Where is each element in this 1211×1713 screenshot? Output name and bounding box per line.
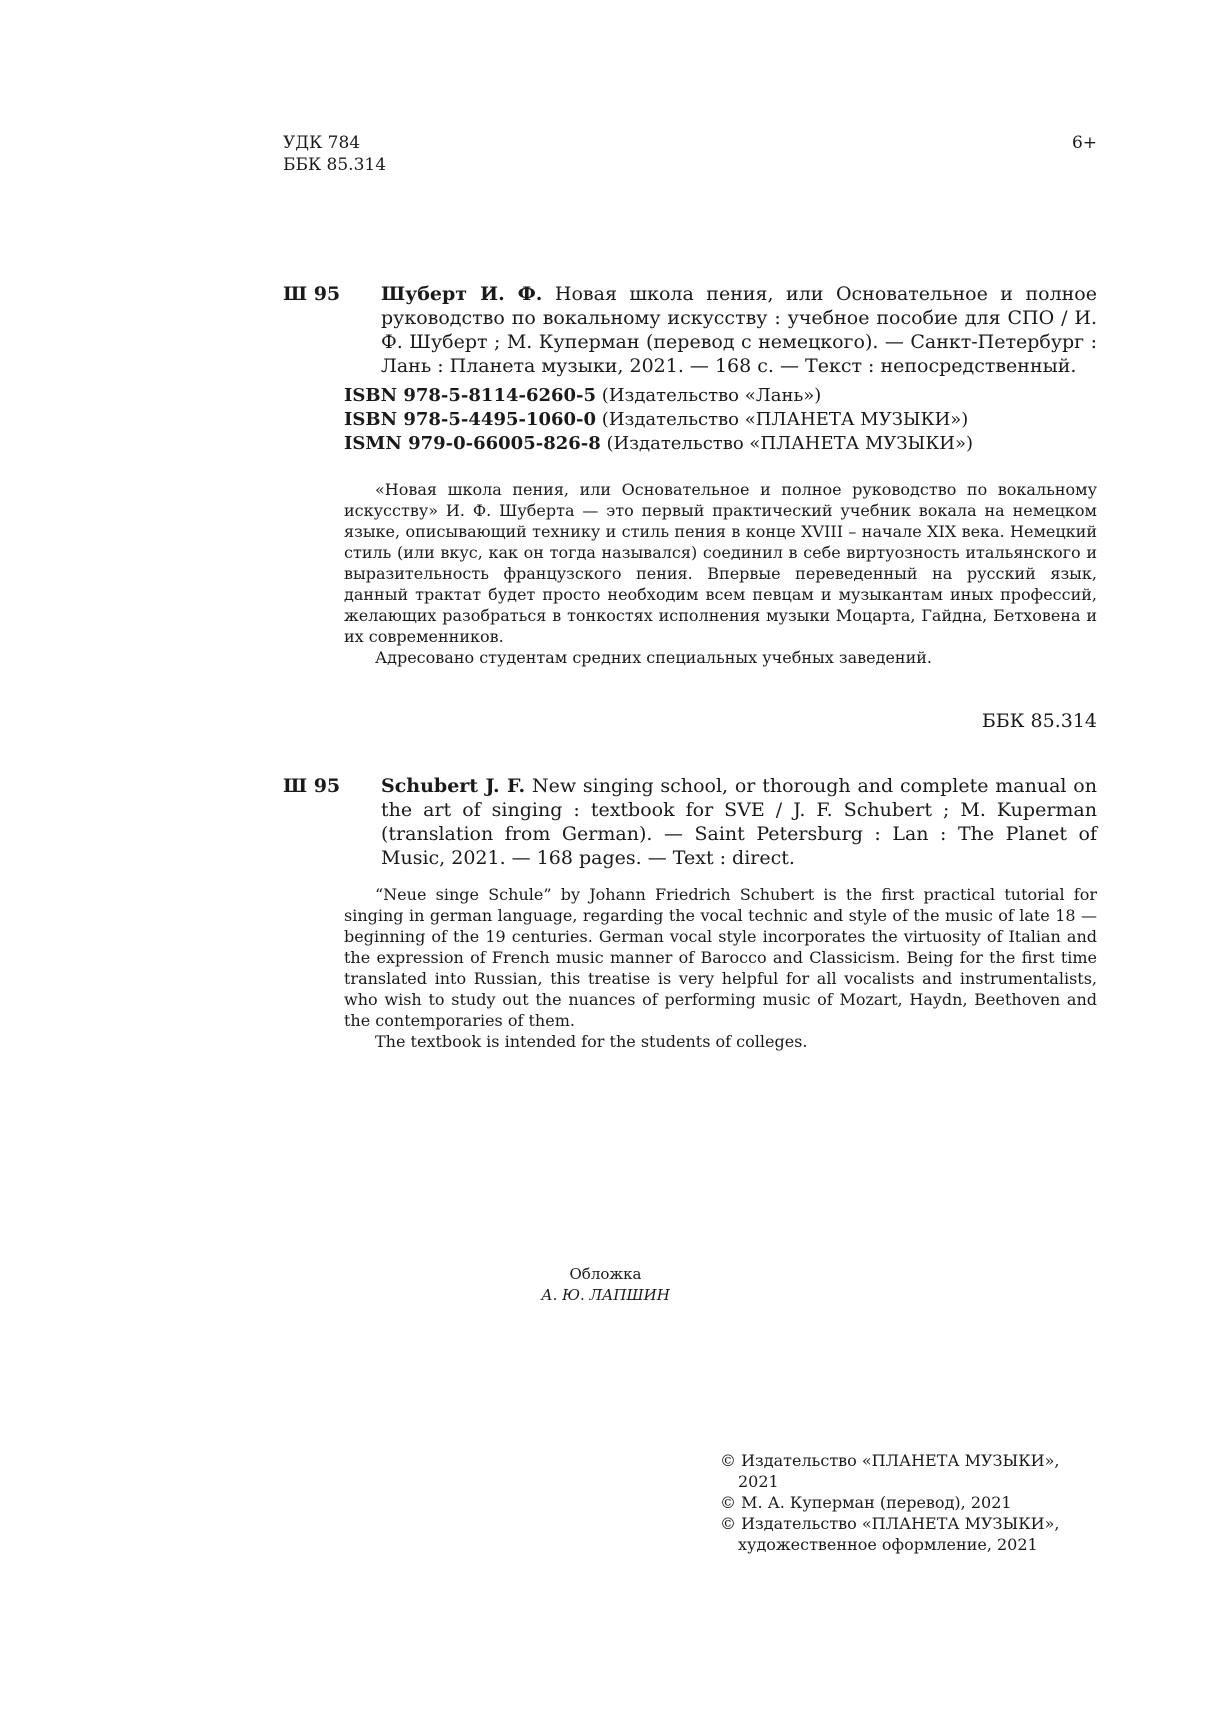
udk-code: УДК 784: [283, 133, 361, 153]
bbk-code: ББК 85.314: [283, 155, 387, 175]
cover-credit: [0, 1264, 1211, 1306]
ru-entry-code: Ш 95: [283, 283, 341, 305]
copyright-line: © Издательство «ПЛАНЕТА МУЗЫКИ», художественное оформление, 2021: [720, 1514, 1060, 1554]
ru-entry-description: [381, 282, 1097, 378]
en-entry-author: Schubert J. F.: [381, 775, 526, 797]
en-annotation-paragraph: “Neue singe Schule” by Johann Friedrich Schubert is the first practical tutorial for singing in german language, regarding the vocal technic and style of the music of late 18 — beginning of the 19 centuries. German vocal style incorporates the virtuosity of Italian and the expression of French music manner of Barocco and Classicism. Being for the first time translated into Russian, this treatise is very helpful for all vocalists and instrumentalists, who wish to study out the nuances of performing music of Mozart, Haydn, Beethoven and the contemporaries of them.: [344, 885, 1097, 1030]
identifier-publisher: (Издательство «ПЛАНЕТА МУЗЫКИ»): [606, 433, 974, 454]
cover-designer: А. Ю. ЛАПШИН: [541, 1286, 670, 1304]
identifier-row: [344, 408, 1097, 432]
identifier-list: [344, 384, 1097, 456]
identifier-code: ISBN 978-5-4495-1060-0: [344, 409, 597, 430]
en-entry-code: Ш 95: [283, 775, 341, 797]
en-entry-description: [381, 774, 1097, 870]
ru-annotation: [344, 479, 1097, 668]
en-annotation: [344, 884, 1097, 1052]
identifier-row: [344, 432, 1097, 456]
copyright-line: © М. А. Куперман (перевод), 2021: [720, 1493, 1012, 1512]
identifier-code: ISMN 979-0-66005-826-8: [344, 433, 601, 454]
cover-label: Обложка: [569, 1265, 642, 1283]
identifier-code: ISBN 978-5-8114-6260-5: [344, 385, 597, 406]
identifier-publisher: (Издательство «ПЛАНЕТА МУЗЫКИ»): [601, 409, 969, 430]
ru-annotation-paragraph: Адресовано студентам средних специальных учебных заведений.: [375, 648, 933, 667]
age-rating: 6+: [1071, 133, 1097, 153]
ru-entry-text: Новая школа пения, или Основательное и полное руководство по вокальному искусству : учебное пособие для СПО / И. Ф. Шуберт ; М. Куперман (перевод с немецкого). — Санкт-Петербург : Лань : Планета музыки, 2021. — 168 с. — Текст : непосредственный.: [381, 283, 1097, 377]
bbk-code-right: ББК 85.314: [981, 710, 1097, 732]
ru-entry-author: Шуберт И. Ф.: [381, 283, 543, 305]
en-annotation-paragraph: The textbook is intended for the students of colleges.: [375, 1032, 808, 1051]
classification-block: [283, 132, 386, 176]
copyright-block: [720, 1450, 1097, 1555]
ru-annotation-paragraph: «Новая школа пения, или Основательное и полное руководство по вокальному искусству» И. Ф. Шуберта — это первый практический учебник вокала на немецком языке, описывающий технику и стиль пения в конце XVIII – начале XIX века. Немецкий стиль (или вкус, как он тогда назывался) соединил в себе виртуозность итальянского и выразительность французского пения. Впервые переведенный на русский язык, данный трактат будет просто необходим всем певцам и музыкантам иных профессий, желающих разобраться в тонкостях исполнения музыки Моцарта, Гайдна, Бетховена и их современников.: [344, 480, 1097, 646]
copyright-line: © Издательство «ПЛАНЕТА МУЗЫКИ», 2021: [720, 1451, 1060, 1491]
identifier-publisher: (Издательство «Лань»): [601, 385, 822, 406]
identifier-row: [344, 384, 1097, 408]
en-entry-text: New singing school, or thorough and complete manual on the art of singing : textbook for SVE / J. F. Schubert ; M. Kuperman (translation from German). — Saint Petersburg : Lan : The Planet of Music, 2021. — 168 pages. — Text : direct.: [381, 775, 1097, 869]
